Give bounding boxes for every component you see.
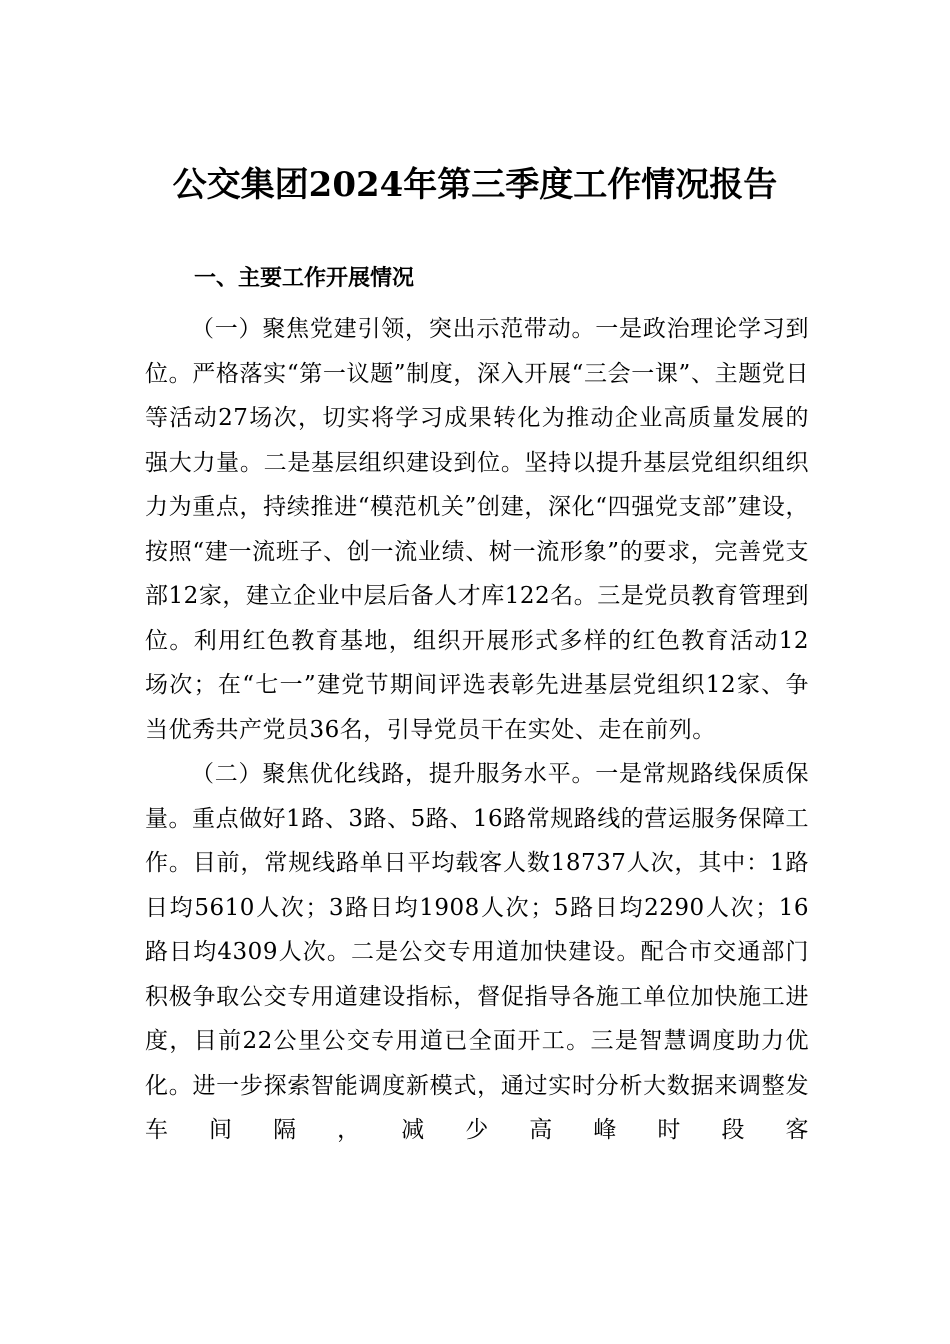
document-body [145,307,809,1153]
paragraph-route-optimization: （二）聚焦优化线路，提升服务水平。一是常规路线保质保量。重点做好1路、3路、5路、16路常规路线的营运服务保障工作。目前，常规线路单日平均载客人数18737人次，其中：1路日均5610人次；3路日均1908人次；5路日均2290人次；16路日均4309人次。二是公交专用道加快建设。配合市交通部门积极争取公交专用道建设指标，督促指导各施工单位加快施工进度，目前22公里公交专用道已全面开工。三是智慧调度助力优化。进一步探索智能调度新模式，通过实时分析大数据来调整发车间隔，减少高峰时段客 [145,761,809,1143]
section-heading: 一、主要工作开展情况 [194,266,415,291]
paragraph-party-building: （一）聚焦党建引领，突出示范带动。一是政治理论学习到位。严格落实“第一议题”制度，深入开展“三会一课”、主题党日等活动27场次，切实将学习成果转化为推动企业高质量发展的强大力量。二是基层组织建设到位。坚持以提升基层党组织组织力为重点，持续推进“模范机关”创建，深化“四强党支部”建设，按照“建一流班子、创一流业绩、树一流形象”的要求，完善党支部12家，建立企业中层后备人才库122名。三是党员教育管理到位。利用红色教育基地，组织开展形式多样的红色教育活动12场次；在“七一”建党节期间评选表彰先进基层党组织12家、争当优秀共产党员36名，引导党员干在实处、走在前列。 [145,316,809,743]
document-title: 公交集团2024年第三季度工作情况报告 [172,165,778,205]
